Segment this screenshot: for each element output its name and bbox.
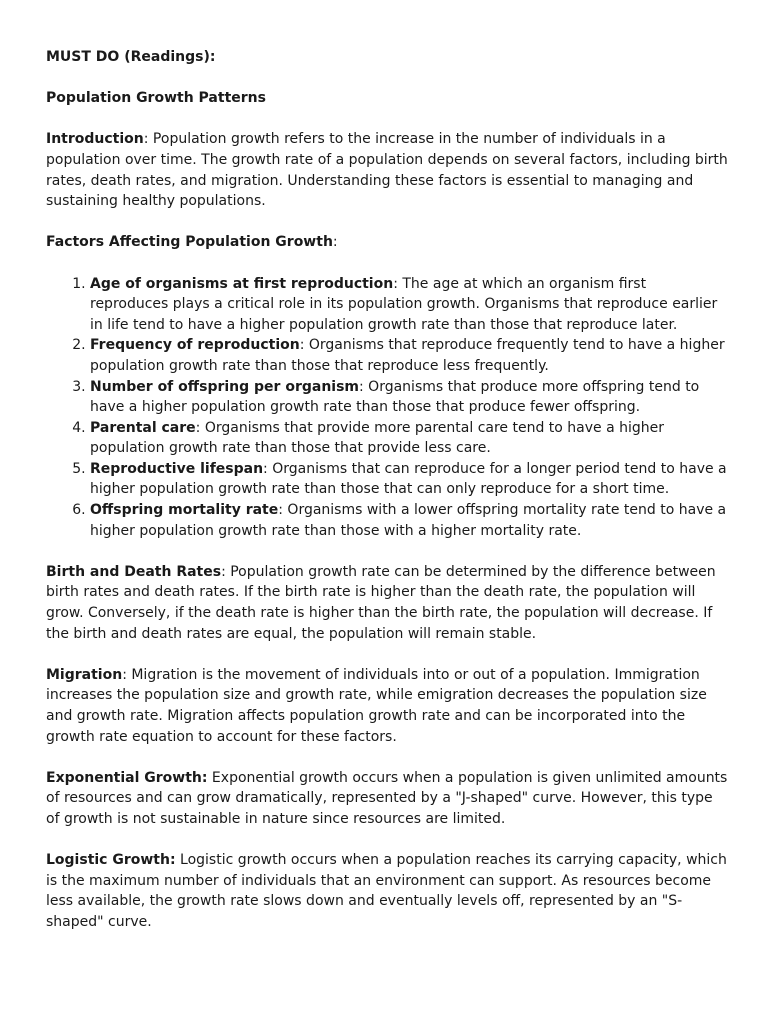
factor-separator: : [359,378,364,395]
list-item [90,335,728,376]
factor-label: Frequency of reproduction [90,337,300,354]
list-item [90,377,728,418]
factor-label: Reproductive lifespan [90,460,264,477]
list-item [90,418,728,459]
exponential-growth-text: Exponential growth occurs when a population is given unlimited amounts of resources and can grow dramatically, represented by a "J-shaped" curve. However, this type of growth is not sustainable in nature since resources are limited. [46,769,728,827]
list-item [90,500,728,541]
logistic-growth-text: Logistic growth occurs when a population reaches its carrying capacity, which is the maximum number of individuals that an environment can support. As resources become less available, the growth rate slows down and eventually levels off, represented by an "S-shaped" curve. [46,852,727,930]
introduction-label: Introduction [46,131,144,148]
factors-list [46,274,728,542]
factor-separator: : [263,460,268,477]
birth-death-separator: : [221,563,226,580]
logistic-growth-label: Logistic Growth: [46,852,176,869]
list-item [90,274,728,336]
migration-separator: : [122,666,127,683]
logistic-growth-paragraph [46,850,728,932]
introduction-separator: : [143,131,149,148]
exponential-growth-paragraph [46,768,728,830]
factor-text: The age at which an organism first reproduces plays a critical role in its population growth. Organisms that reproduce earlier in life tend to have a higher population growth rate than those that reproduce later. [90,275,718,333]
factor-label: Offspring mortality rate [90,502,279,519]
factors-heading-label: Factors Affecting Population Growth [46,234,333,251]
factor-text: Organisms that can reproduce for a longer period tend to have a higher population growth rate than those that can only reproduce for a short time. [90,460,727,498]
migration-label: Migration [46,666,123,683]
introduction-paragraph [46,129,728,211]
factor-text: Organisms that produce more offspring tend to have a higher population growth rate than those that produce fewer offspring. [90,378,700,416]
page-title: Population Growth Patterns [46,90,266,107]
must-do-heading: MUST DO (Readings): [46,49,216,65]
birth-death-text: Population growth rate can be determined by the difference between birth rates and death rates. If the birth rate is higher than the death rate, the population will grow. Conversely, if the death rate is higher than the birth rate, the population will decrease. If the birth and death rates are equal, the population will remain stable. [46,563,716,642]
list-item [90,459,728,500]
birth-death-label: Birth and Death Rates [46,563,222,580]
factor-separator: : [299,337,305,354]
factor-text: Organisms that provide more parental care tend to have a higher population growth rate than those that provide less care. [90,419,665,457]
migration-text: Migration is the movement of individuals into or out of a population. Immigration increases the population size and growth rate, while emigration decreases the population size and growth rate. Migration affects population growth rate and can be incorporated into the growth rate equation to account for these factors. [46,666,707,745]
factor-separator: : [278,502,283,519]
exponential-growth-label: Exponential Growth: [46,769,208,786]
introduction-text: Population growth refers to the increase in the number of individuals in a population over time. The growth rate of a population depends on several factors, including birth rates, death rates, and migration. Understanding these factors is essential to managing and sustaining healthy populations. [46,131,728,210]
factor-label: Age of organisms at first reproduction [90,275,394,292]
factors-heading-separator: : [332,234,338,251]
birth-death-paragraph [46,562,728,644]
factor-separator: : [195,419,201,436]
factor-label: Number of offspring per organism [90,378,360,395]
factor-separator: : [393,275,398,292]
factor-text: Organisms that reproduce frequently tend to have a higher population growth rate than those that reproduce less frequently. [90,337,725,374]
factor-text: Organisms with a lower offspring mortality rate tend to have a higher population growth rate than those with a higher mortality rate. [90,502,727,539]
factors-heading [46,232,728,253]
factor-label: Parental care [90,419,196,436]
migration-paragraph [46,665,728,747]
